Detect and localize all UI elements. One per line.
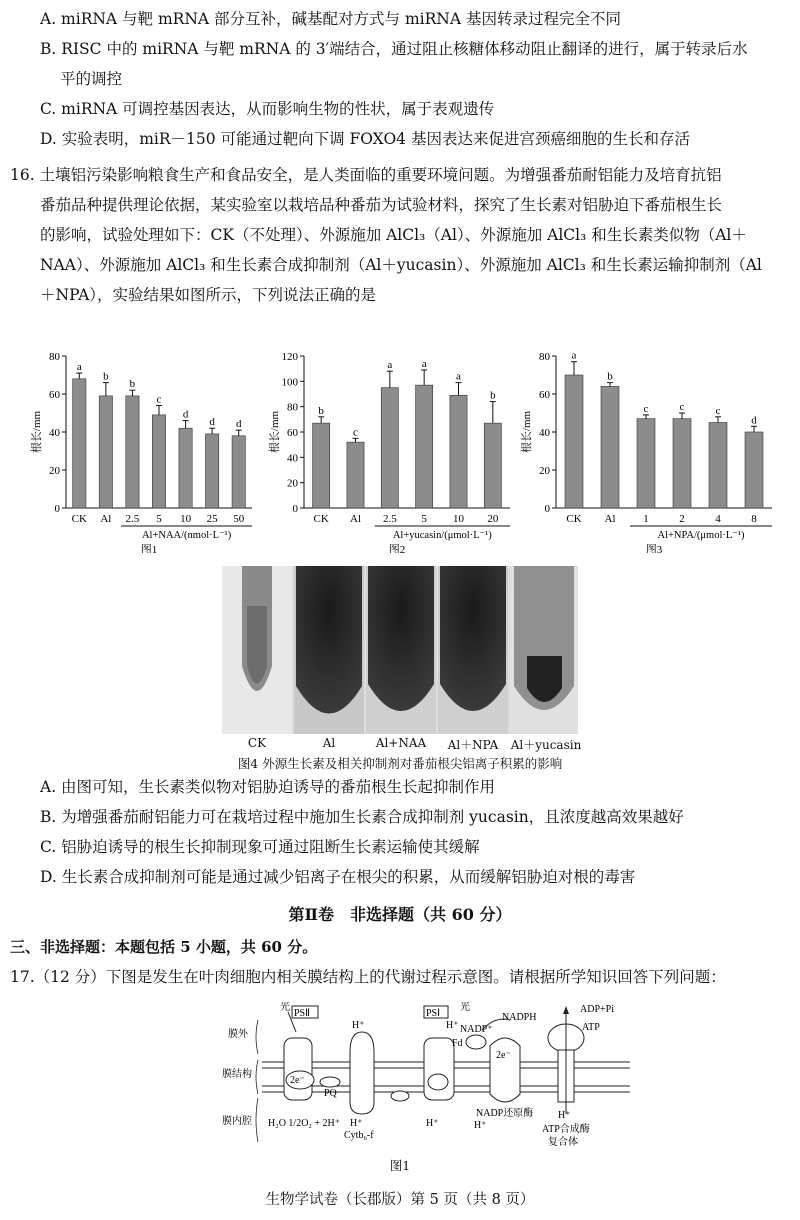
figure-2-svg — [268, 348, 518, 553]
membrane-diagram-svg — [220, 1002, 640, 1152]
significance-letter: d — [209, 416, 215, 429]
significance-letter: c — [353, 426, 358, 439]
bar — [313, 423, 330, 508]
electron-2: 2e⁻ — [496, 1050, 511, 1061]
bar — [637, 419, 655, 508]
label-membrane: 膜结构 — [222, 1069, 252, 1080]
significance-letter: b — [490, 389, 496, 402]
q16-stem-line1: 16. 土壤铝污染影响粮食生产和食品安全，是人类面临的重要环境问题。为增强番茄耐铝能力及培育抗铝 — [10, 166, 722, 184]
q16-option-d: D. 生长素合成抑制剂可能是通过减少铝离子在根尖的积累，从而缓解铝胁迫对根的毒害 — [40, 868, 636, 886]
significance-letter: a — [76, 361, 82, 374]
significance-letter: c — [643, 402, 649, 415]
y-axis-label: 根长/mm — [269, 410, 281, 454]
y-tick-label: 60 — [287, 427, 298, 439]
bar — [73, 379, 86, 508]
q16-option-a: A. 由图可知，生长素类似物对铝胁迫诱导的番茄根生长起抑制作用 — [40, 778, 496, 796]
q16-option-b: B. 为增强番茄耐铝能力可在栽培过程中施加生长素合成抑制剂 yucasin，且浓度越高效果越好 — [40, 808, 684, 826]
hplus-2: H⁺ — [350, 1118, 363, 1129]
y-tick-label: 0 — [292, 503, 298, 515]
q15-option-b-cont: 平的调控 — [60, 70, 123, 88]
q16-option-c: C. 铝胁迫诱导的根生长抑制现象可通过阻断生长素运输使其缓解 — [40, 838, 480, 856]
y-tick-label: 80 — [539, 351, 550, 363]
y-tick-label: 100 — [281, 376, 298, 389]
significance-letter: b — [318, 404, 324, 417]
al-naa-root — [368, 566, 434, 711]
fig4-label-al-naa: Al+NAA — [375, 736, 427, 750]
nadph-label: NADPH — [502, 1012, 537, 1023]
x-tick-label: 5 — [421, 513, 427, 525]
bar — [745, 432, 763, 508]
al-npa-root — [440, 566, 506, 711]
q16-stem-line3: 的影响，试验处理如下：CK（不处理）、外源施加 AlCl₃（Al）、外源施加 AlCl₃ 和生长素类似物（Al＋ — [40, 226, 747, 244]
bar — [179, 428, 192, 508]
y-axis-label: 根长/mm — [521, 410, 533, 454]
bar — [232, 436, 245, 508]
y-tick-label: 0 — [544, 503, 550, 515]
x-tick-label: 2 — [679, 513, 685, 525]
q15-option-c: C. miRNA 可调控基因表达，从而影响生物的性状，属于表观遗传 — [40, 100, 495, 118]
q16-stem-line5: ＋NPA），实验结果如图所示，下列说法正确的是 — [40, 286, 377, 304]
y-tick-label: 40 — [287, 452, 298, 465]
water-label: H₂O 1/2O₂ + 2H⁺ — [268, 1118, 341, 1129]
figure-1-svg — [30, 348, 260, 553]
figure-3-chart — [520, 348, 780, 557]
fd-label: Fd — [452, 1038, 463, 1049]
figure-2-chart — [268, 348, 518, 557]
atp-label: ATP — [582, 1022, 600, 1033]
q17-figure-caption: 图1 — [389, 1158, 411, 1173]
significance-letter: d — [751, 414, 757, 427]
hplus-4: H⁺ — [426, 1118, 439, 1129]
q17-stem: 17.（12 分）下图是发生在叶肉细胞内相关膜结构上的代谢过程示意图。请根据所学知识回答下列问题： — [10, 968, 726, 986]
nadp-label: NADP⁺ — [460, 1024, 493, 1035]
x-tick-label: Al — [604, 513, 616, 525]
hplus-6: H⁺ — [558, 1110, 571, 1121]
figure-caption: 图1 — [140, 544, 158, 553]
al-root — [296, 566, 362, 714]
atp-synthase-label-2: 复合体 — [548, 1137, 578, 1148]
fig4-label-al-npa: Al＋NPA — [447, 738, 499, 752]
bar — [347, 442, 364, 508]
x-tick-label: 50 — [233, 513, 245, 525]
hplus-3: H⁺ — [446, 1020, 459, 1031]
figure-caption: 图2 — [388, 544, 406, 553]
significance-letter: a — [456, 370, 461, 383]
section-part-heading: 三、非选择题：本题包括 5 小题，共 60 分。 — [10, 938, 318, 956]
fig4-label-al: Al — [322, 736, 336, 750]
light-label-2: 光 — [460, 1002, 470, 1013]
cytb6f-label: Cytb₆-f — [344, 1130, 374, 1141]
q15-option-d: D. 实验表明，miR－150 可能通过靶向下调 FOXO4 基因表达来促进宫颈癌细胞的生长和存活 — [40, 130, 690, 148]
significance-letter: a — [421, 357, 427, 370]
significance-letter: c — [679, 401, 685, 413]
pq-label: PQ — [324, 1088, 337, 1099]
figure-3-svg — [520, 348, 780, 553]
significance-letter: c — [156, 393, 162, 406]
x-tick-label: 2.5 — [382, 513, 397, 525]
q16-stem-line2: 番茄品种提供理论依据，某实验室以栽培品种番茄为试验材料，探究了生长素对铝胁迫下番茄根生长 — [40, 196, 723, 214]
psi-label: PSⅠ — [426, 1008, 441, 1019]
y-tick-label: 20 — [539, 465, 550, 477]
x-tick-label: 2.5 — [125, 513, 140, 525]
atp-synthase-label-1: ATP合成酶 — [542, 1124, 590, 1135]
q17-membrane-diagram — [220, 1002, 640, 1156]
bar — [709, 423, 727, 509]
y-tick-label: 40 — [539, 427, 550, 439]
x-tick-label: 25 — [206, 513, 218, 525]
fig4-caption: 图4 外源生长素及相关抑制剂对番茄根尖铝离子积累的影响 — [237, 756, 563, 771]
psii-label: PSⅡ — [294, 1008, 311, 1019]
pq-carrier — [320, 1077, 340, 1087]
y-tick-label: 40 — [49, 427, 60, 439]
y-tick-label: 0 — [54, 503, 60, 515]
group-label: Al+NAA/(nmol·L⁻¹) — [141, 530, 232, 541]
nadp-reductase-label: NADP还原酶 — [476, 1108, 534, 1119]
q15-option-b: B. RISC 中的 miRNA 与靶 mRNA 的 3′端结合，通过阻止核糖体移动阻止翻译的进行，属于转录后水 — [40, 40, 748, 58]
bar — [126, 396, 139, 508]
cytb6f-complex — [350, 1032, 374, 1114]
q16-stem-line4: NAA）、外源施加 AlCl₃ 和生长素合成抑制剂（Al＋yucasin）、外源施加 AlCl₃ 和生长素运输抑制剂（Al — [40, 256, 762, 274]
x-tick-label: 5 — [156, 513, 162, 525]
adp-label: ADP+Pi — [580, 1004, 614, 1015]
psii-complex — [284, 1038, 312, 1100]
bar — [99, 396, 112, 508]
bar — [206, 434, 219, 508]
x-tick-label: 1 — [643, 513, 649, 525]
hplus-5: H⁺ — [474, 1120, 487, 1131]
bar — [484, 423, 501, 508]
y-tick-label: 120 — [281, 351, 298, 363]
section-title: 第Ⅱ卷 非选择题（共 60 分） — [288, 905, 512, 924]
electron-1: 2e⁻ — [290, 1075, 305, 1086]
y-tick-label: 20 — [49, 465, 60, 477]
x-tick-label: Al — [100, 513, 112, 525]
significance-letter: a — [387, 359, 393, 372]
bar — [601, 386, 619, 508]
bar — [673, 419, 691, 508]
q15-option-a: A. miRNA 与靶 mRNA 部分互补，碱基配对方式与 miRNA 基因转录过程完全不同 — [40, 10, 621, 28]
significance-letter: a — [571, 349, 577, 362]
x-tick-label: 20 — [487, 513, 499, 525]
y-tick-label: 60 — [49, 389, 60, 401]
significance-letter: d — [182, 408, 189, 421]
figure-4-root-photos — [222, 566, 578, 734]
group-label: Al+NPA/(μmol·L⁻¹) — [657, 530, 745, 541]
group-label: Al+yucasin/(μmol·L⁻¹) — [392, 530, 492, 541]
figure-caption: 图3 — [645, 544, 663, 553]
bar — [450, 395, 467, 508]
hplus-1: H⁺ — [352, 1020, 365, 1031]
x-tick-label: CK — [566, 513, 582, 525]
y-tick-label: 80 — [49, 351, 60, 363]
bar — [565, 375, 583, 508]
fig4-label-ck: CK — [247, 736, 267, 750]
bar — [416, 385, 433, 508]
x-tick-label: CK — [71, 513, 87, 525]
y-tick-label: 20 — [287, 477, 298, 490]
page-footer: 生物学试卷（长郡版）第 5 页（共 8 页） — [265, 1192, 535, 1208]
figure-1-chart — [30, 348, 260, 557]
x-tick-label: 10 — [453, 513, 464, 525]
significance-letter: c — [715, 404, 721, 417]
significance-letter: b — [129, 378, 136, 391]
bar — [152, 415, 165, 508]
x-tick-label: 8 — [751, 513, 757, 525]
psi-complex — [424, 1038, 454, 1100]
nadp-reductase — [490, 1038, 520, 1102]
fig4-label-al-yucasin: Al＋yucasin — [510, 738, 582, 752]
significance-letter: b — [103, 370, 109, 383]
x-tick-label: CK — [313, 513, 329, 525]
y-axis-label: 根长/mm — [31, 410, 43, 454]
x-tick-label: 4 — [715, 513, 721, 525]
label-outside: 膜外 — [228, 1029, 248, 1040]
y-tick-label: 60 — [539, 389, 550, 401]
significance-letter: d — [235, 418, 242, 431]
significance-letter: b — [607, 370, 613, 383]
y-tick-label: 80 — [287, 401, 298, 414]
light-label-1: 光 — [280, 1002, 290, 1013]
root-tip-images — [222, 566, 578, 734]
x-tick-label: Al — [350, 513, 361, 525]
x-tick-label: 10 — [180, 513, 192, 525]
label-lumen: 膜内腔 — [222, 1116, 252, 1127]
bar — [381, 388, 398, 508]
